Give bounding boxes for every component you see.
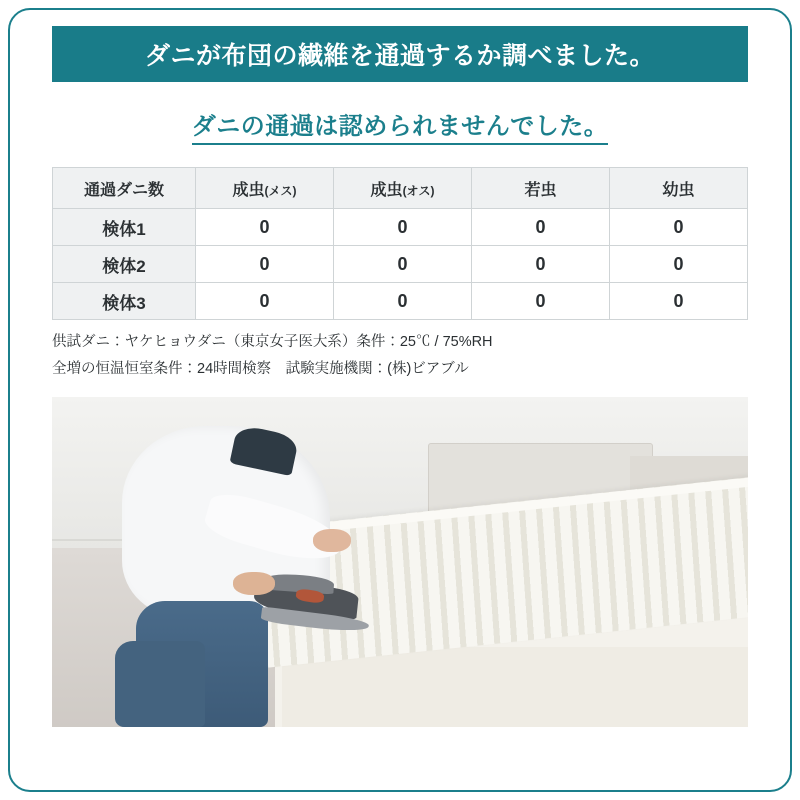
mite-passage-results-table [52,167,748,320]
cell-sample3-adult-female: 0 [196,283,334,320]
column-header-adult-female-label: 成虫 [232,181,265,199]
column-header-metric-label: 通過ダニ数 [83,181,164,199]
row-header-sample-2: 検体2 [53,246,196,283]
headline-banner [52,26,748,82]
photo-worker-jeans-back [115,641,205,727]
subheadline-text: ダニの通過は認められませんでした。 [192,113,609,145]
photo-mattress-side [282,647,748,726]
cell-sample3-nymph: 0 [472,283,610,320]
table-row [53,283,748,320]
column-header-adult-male-label: 成虫 [370,181,403,199]
cell-sample3-adult-male: 0 [334,283,472,320]
cell-sample1-adult-female: 0 [196,209,334,246]
cell-sample2-adult-female: 0 [196,246,334,283]
column-header-adult-female-sub: (メス) [264,183,297,198]
product-demo-photo [52,397,748,727]
table-head [53,168,748,209]
photo-worker-hand-left [233,572,275,595]
photo-worker-hand-right [313,529,351,552]
cell-sample2-nymph: 0 [472,246,610,283]
column-header-larva [610,168,748,209]
table-header-row [53,168,748,209]
column-header-adult-male-sub: (オス) [402,183,435,198]
row-header-sample-1: 検体1 [53,209,196,246]
row-header-sample-3: 検体3 [53,283,196,320]
cell-sample2-adult-male: 0 [334,246,472,283]
column-header-metric [53,168,196,209]
table-row [53,209,748,246]
column-header-nymph [472,168,610,209]
table-body [53,209,748,320]
note-line-1: 供試ダニ：ヤケヒョウダニ（東京女子医大系）条件：25℃ / 75%RH [52,334,493,350]
note-line-2: 全増の恒温恒室条件：24時間検察 試験実施機関：(株)ビアブル [52,360,469,377]
cell-sample1-nymph: 0 [472,209,610,246]
column-header-adult-male [334,168,472,209]
column-header-larva-label: 幼虫 [662,181,695,199]
column-header-adult-female [196,168,334,209]
headline-text: ダニが布団の繊維を通過するか調べました。 [144,42,655,70]
test-conditions-notes [52,329,748,383]
cell-sample2-larva: 0 [610,246,748,283]
cell-sample3-larva: 0 [610,283,748,320]
table-row [53,246,748,283]
cell-sample1-adult-male: 0 [334,209,472,246]
cell-sample1-larva: 0 [610,209,748,246]
column-header-nymph-label: 若虫 [524,181,557,199]
subheadline [52,106,748,141]
